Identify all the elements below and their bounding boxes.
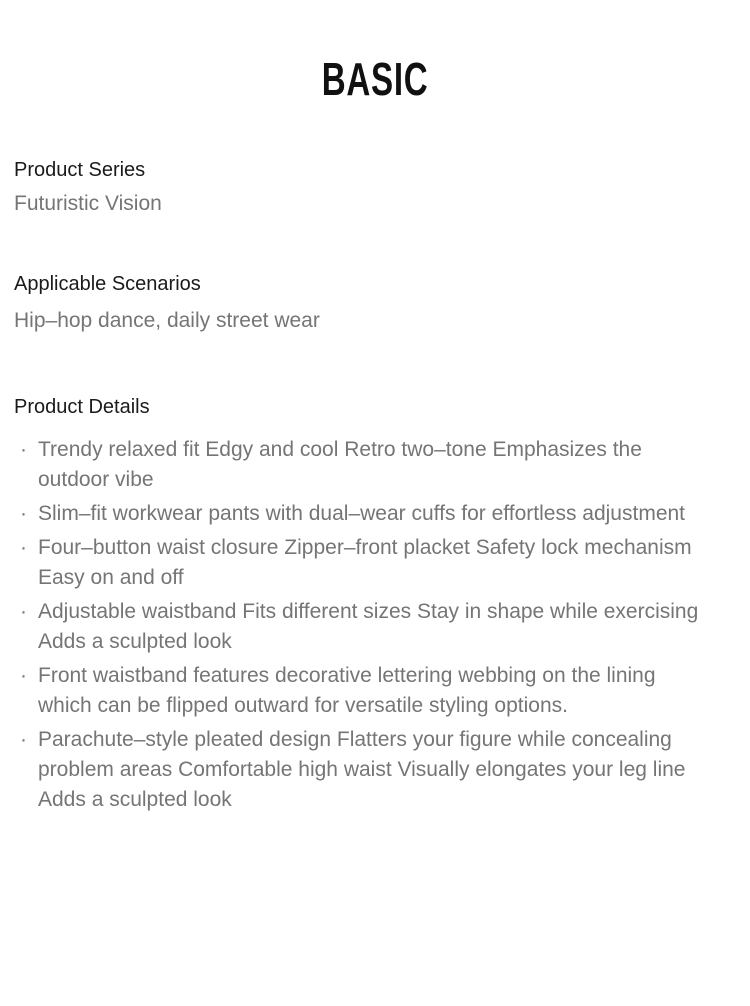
list-item-text: Front waistband features decorative lettering webbing on the lining which can be flipped outward for versatile styling options. <box>38 664 656 717</box>
product-description-page <box>0 53 750 1006</box>
bullet-marker: · <box>20 502 27 525</box>
bullet-marker: · <box>20 600 27 623</box>
section-heading-product-details: Product Details <box>14 396 150 418</box>
list-item <box>14 499 702 529</box>
list-item-text: Adjustable waistband Fits different sizes Stay in shape while exercising Adds a sculpted look <box>38 600 699 653</box>
bullet-marker: · <box>20 728 27 751</box>
bullet-marker: · <box>20 536 27 559</box>
list-item-text: Parachute–style pleated design Flatters your figure while concealing problem areas Comfortable high waist Visually elongates your leg line Adds a sculpted look <box>38 728 686 811</box>
section-value-product-series: Futuristic Vision <box>14 192 162 215</box>
list-item <box>14 661 702 721</box>
list-item <box>14 435 702 495</box>
list-item-text: Slim–fit workwear pants with dual–wear cuffs for effortless adjustment <box>38 502 686 525</box>
section-product-series <box>14 158 736 217</box>
section-heading-applicable-scenarios: Applicable Scenarios <box>14 273 201 295</box>
product-details-list <box>14 435 702 815</box>
section-heading-product-series: Product Series <box>14 159 146 181</box>
section-product-details <box>14 395 736 815</box>
list-item <box>14 597 702 657</box>
page-title-wrap <box>14 53 736 105</box>
page-title: BASIC <box>321 53 429 105</box>
list-item <box>14 533 702 593</box>
bullet-marker: · <box>20 438 27 461</box>
bullet-marker: · <box>20 664 27 687</box>
list-item-text: Trendy relaxed fit Edgy and cool Retro two–tone Emphasizes the outdoor vibe <box>38 438 642 491</box>
list-item <box>14 725 702 815</box>
section-value-applicable-scenarios: Hip–hop dance, daily street wear <box>14 309 320 332</box>
section-applicable-scenarios <box>14 272 736 334</box>
list-item-text: Four–button waist closure Zipper–front placket Safety lock mechanism Easy on and off <box>38 536 692 589</box>
